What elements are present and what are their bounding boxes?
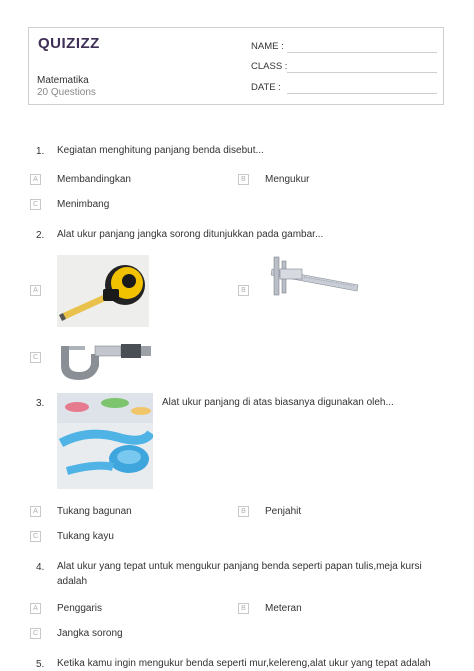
question-text-line: adalah [57, 576, 88, 587]
option-text: Tukang kayu [57, 531, 114, 542]
date-label: DATE : [251, 82, 281, 93]
question-text [57, 559, 437, 589]
option-text: Membandingkan [57, 174, 131, 185]
question-number: 2. [36, 230, 45, 241]
option-a-box[interactable]: A [30, 603, 41, 614]
question-number: 4. [36, 562, 45, 573]
quizizz-logo: QUIZIZZ [38, 35, 100, 52]
class-line[interactable] [287, 72, 437, 73]
option-text: Tukang bagunan [57, 506, 132, 517]
measuring-tape-image[interactable] [57, 255, 149, 327]
class-label: CLASS : [251, 61, 288, 72]
option-b-box[interactable]: B [238, 285, 249, 296]
option-b-box[interactable]: B [238, 603, 249, 614]
sewing-tape-image [57, 393, 153, 489]
subject-title: Matematika [37, 75, 89, 86]
name-line[interactable] [287, 52, 437, 53]
question-number: 5. [36, 659, 45, 670]
option-c-box[interactable]: C [30, 352, 41, 363]
option-text: Penjahit [265, 506, 302, 517]
worksheet-header [28, 27, 444, 105]
option-b-box[interactable]: B [238, 506, 249, 517]
question-number: 1. [36, 146, 45, 157]
option-text: Menimbang [57, 199, 110, 210]
question-text-line: Alat ukur yang tepat untuk mengukur panjang benda seperti papan tulis,meja kursi [57, 561, 422, 572]
vernier-caliper-image[interactable] [266, 255, 362, 305]
question-text: Ketika kamu ingin mengukur benda seperti mur,kelereng,alat ukur yang tepat adalah [57, 658, 431, 669]
option-a-box[interactable]: A [30, 285, 41, 296]
option-b-box[interactable]: B [238, 174, 249, 185]
option-a-box[interactable]: A [30, 174, 41, 185]
question-text: Kegiatan menghitung panjang benda disebut... [57, 145, 264, 156]
option-c-box[interactable]: C [30, 628, 41, 639]
micrometer-image[interactable] [55, 338, 155, 383]
date-line[interactable] [287, 93, 437, 94]
option-c-box[interactable]: C [30, 531, 41, 542]
option-c-box[interactable]: C [30, 199, 41, 210]
question-text: Alat ukur panjang di atas biasanya digunakan oleh... [162, 397, 394, 408]
option-text: Meteran [265, 603, 302, 614]
option-text: Penggaris [57, 603, 103, 614]
option-text: Mengukur [265, 174, 310, 185]
question-text: Alat ukur panjang jangka sorong ditunjukkan pada gambar... [57, 229, 324, 240]
option-text: Jangka sorong [57, 628, 123, 639]
question-count: 20 Questions [37, 87, 96, 98]
question-number: 3. [36, 398, 45, 409]
name-label: NAME : [251, 41, 284, 52]
option-a-box[interactable]: A [30, 506, 41, 517]
